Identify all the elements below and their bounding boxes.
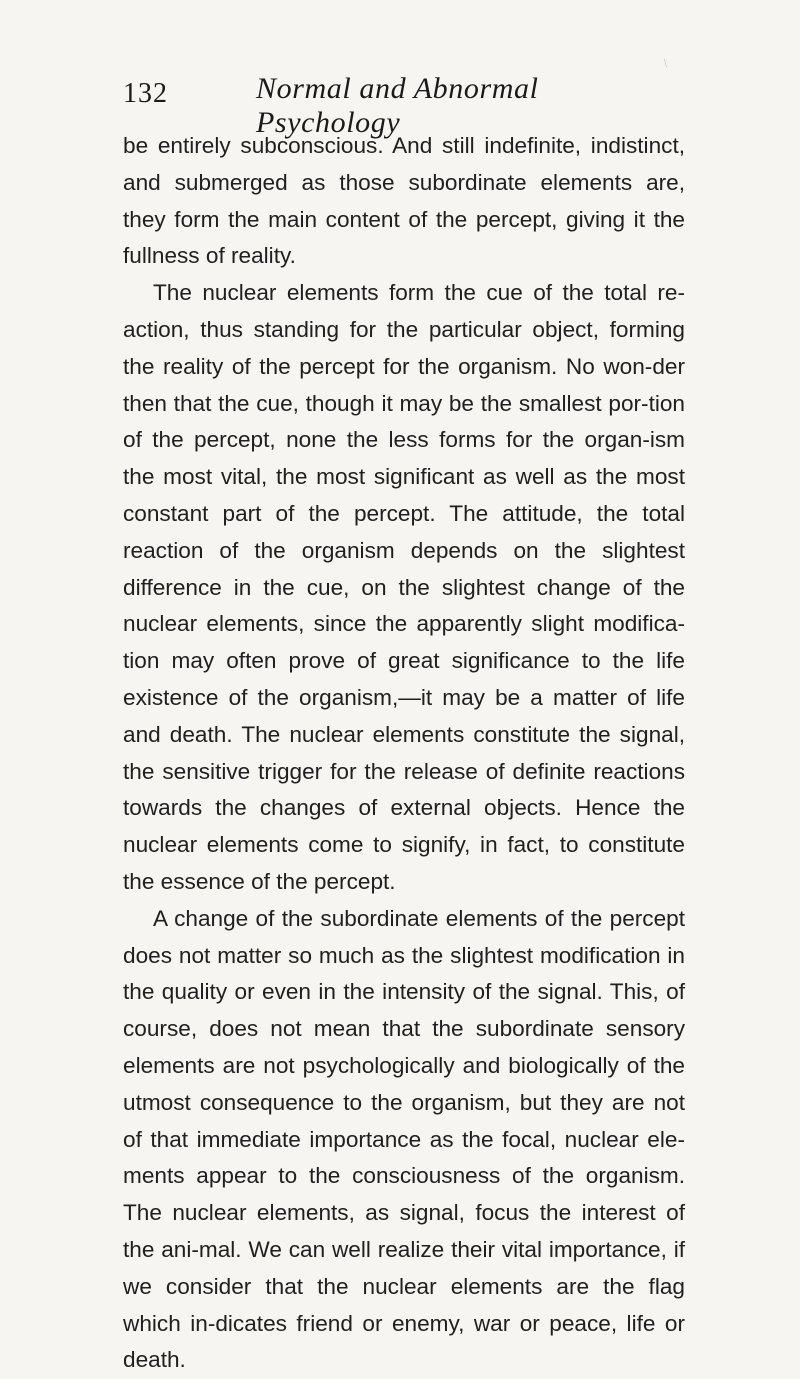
page-number: 132 [123, 78, 168, 109]
running-title: Normal and Abnormal Psychology [256, 72, 539, 139]
body-text [123, 128, 685, 1379]
margin-mark: / [659, 56, 671, 70]
paragraph-continuation: be entirely subconscious. And still indefinite, indistinct, and submerged as those subordinate elements are, they form the main content of the percept, giving it the fullness of reality. [123, 133, 685, 269]
paragraph-nuclear-elements: The nuclear elements form the cue of the total re-action, thus standing for the particular object, forming the reality of the percept for the organism. No won-der then that the cue, though it may be the smallest por-tion of the percept, none the less forms for the organ-ism the most vital, the most significant as well as the most constant part of the percept. The attitude, the total reaction of the organism depends on the slightest difference in the cue, on the slightest change of the nuclear elements, since the apparently slight modifica-tion may often prove of great significance to the life existence of the organism,—it may be a matter of life and death. The nuclear elements constitute the signal, the sensitive trigger for the release of definite reactions towards the changes of external objects. Hence the nuclear elements come to signify, in fact, to constitute the essence of the percept. [123, 280, 685, 894]
page-header [123, 72, 683, 139]
paragraph-subordinate-elements: A change of the subordinate elements of the percept does not matter so much as the slightest modification in the quality or even in the intensity of the signal. This, of course, does not mean that the subordinate sensory elements are not psychologically and biologically of the utmost consequence to the organism, but they are not of that immediate importance as the focal, nuclear ele-ments appear to the consciousness of the organism. The nuclear elements, as signal, focus the interest of the ani-mal. We can well realize their vital importance, if we consider that the nuclear elements are the flag which in-dicates friend or enemy, war or peace, life or death. [123, 905, 685, 1373]
